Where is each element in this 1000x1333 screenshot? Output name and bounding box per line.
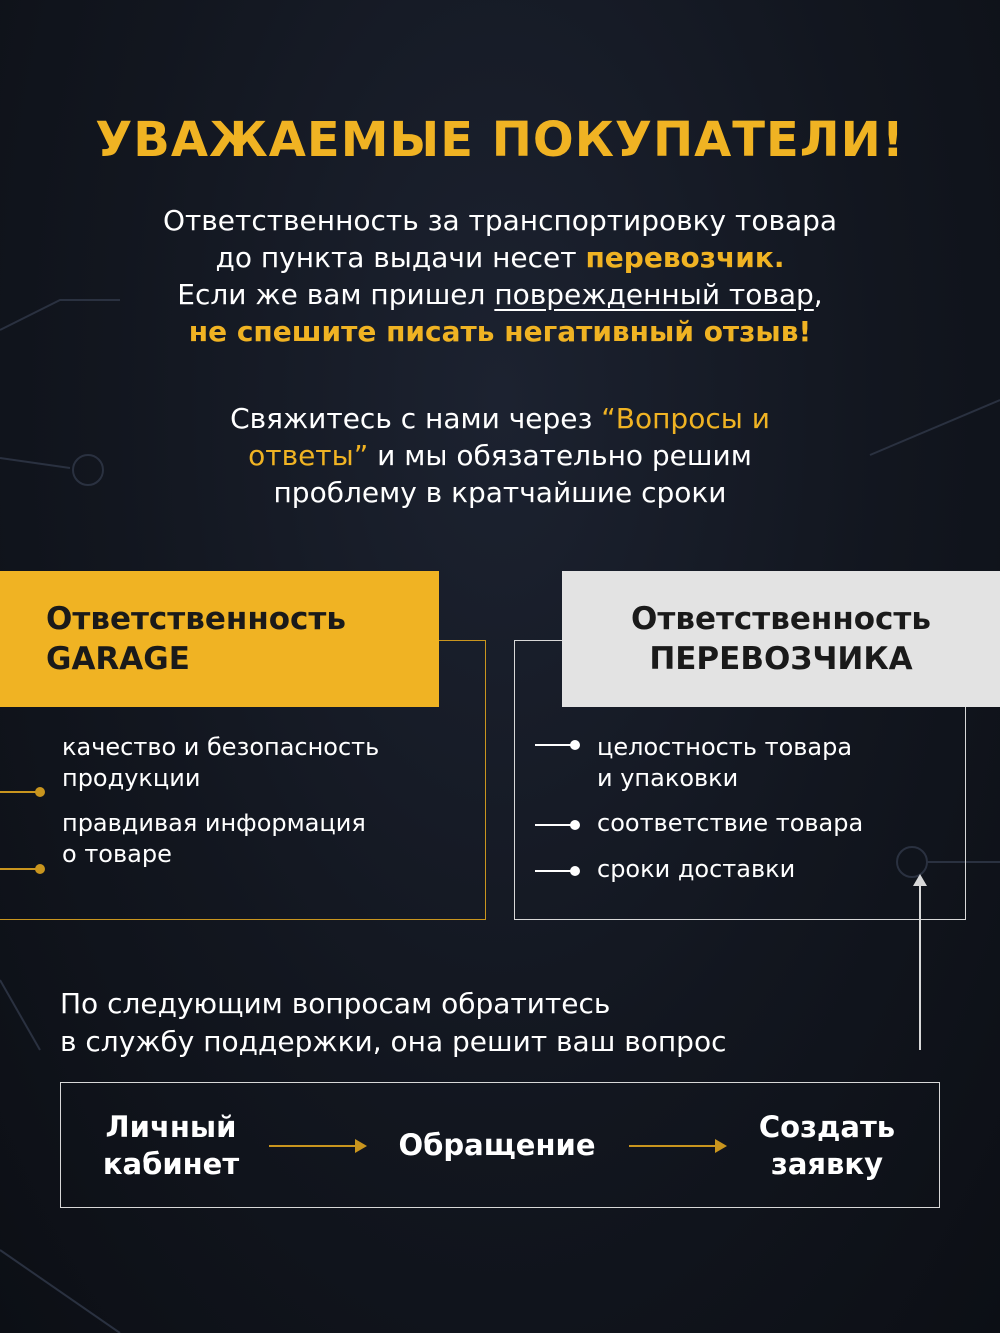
- carrier-heading-line-2: ПЕРЕВОЗЧИКА: [649, 641, 913, 677]
- carrier-responsibility-heading: [562, 571, 1000, 707]
- flow-step-line: кабинет: [102, 1147, 240, 1181]
- support-flow: [60, 1082, 940, 1208]
- intro-line-2: [40, 239, 960, 276]
- intro-line-2-text: до пункта выдачи несет: [215, 241, 586, 274]
- list-item: [62, 808, 366, 870]
- support-line-2: в службу поддержки, она решит ваш вопрос: [60, 1025, 727, 1058]
- list-item-line: продукции: [62, 764, 201, 792]
- contact-suffix: и мы обязательно решим: [368, 439, 752, 472]
- list-item: [597, 732, 852, 794]
- intro-line-3-text: Если же вам пришел: [177, 278, 495, 311]
- list-item-line: сроки доставки: [597, 855, 796, 883]
- contact-prefix: Свяжитесь с нами через: [230, 402, 602, 435]
- list-item: [62, 732, 379, 794]
- flow-step-line: Личный: [105, 1110, 237, 1144]
- list-item-line: о товаре: [62, 840, 172, 868]
- bullet-connector: [535, 824, 575, 826]
- intro-line-1: Ответственность за транспортировку товара: [162, 204, 838, 237]
- list-item-line: качество и безопасность: [62, 733, 380, 761]
- list-item-line: целостность товара: [597, 733, 853, 761]
- intro-line-3-suffix: ,: [813, 278, 823, 311]
- contact-text: [100, 400, 900, 511]
- bullet-connector: [535, 744, 575, 746]
- intro-line-3: [40, 276, 960, 313]
- list-item-line: соответствие товара: [597, 809, 864, 837]
- arrow-right-icon: [269, 1145, 365, 1147]
- warning-text: не спешите писать негативный отзыв!: [188, 315, 812, 348]
- flow-step-create-request: [737, 1109, 917, 1183]
- support-text: [60, 985, 920, 1061]
- garage-responsibility-heading: [0, 571, 439, 707]
- list-item-line: правдивая информация: [62, 809, 366, 837]
- page-title: УВАЖАЕМЫЕ ПОКУПАТЕЛИ!: [95, 112, 905, 168]
- contact-line-2: [100, 437, 900, 474]
- garage-heading-line-1: Ответственность: [46, 601, 346, 637]
- contact-line-3: проблему в кратчайшие сроки: [273, 476, 727, 509]
- damaged-goods-text: поврежденный товар: [494, 278, 814, 311]
- bullet-connector: [535, 870, 575, 872]
- support-line-1: По следующим вопросам обратитесь: [60, 987, 611, 1020]
- list-item: [597, 808, 863, 839]
- carrier-heading-line-1: Ответственность: [631, 601, 931, 637]
- qa-section-link-part-1: “Вопросы и: [601, 402, 770, 435]
- arrow-right-icon: [629, 1145, 725, 1147]
- carrier-highlight: перевозчик.: [585, 241, 785, 274]
- qa-section-link-part-2: ответы”: [248, 439, 369, 472]
- list-item: [597, 854, 795, 885]
- contact-line-1: [100, 400, 900, 437]
- flow-step-personal-account: [91, 1109, 251, 1183]
- bullet-connector: [0, 791, 40, 793]
- flow-step-line: заявку: [771, 1147, 883, 1181]
- flow-step-line: Создать: [758, 1110, 896, 1144]
- bullet-connector: [0, 868, 40, 870]
- list-item-line: и упаковки: [597, 764, 739, 792]
- flow-step-appeal: Обращение: [398, 1128, 596, 1162]
- intro-text: [40, 202, 960, 350]
- garage-heading-line-2: GARAGE: [46, 641, 190, 677]
